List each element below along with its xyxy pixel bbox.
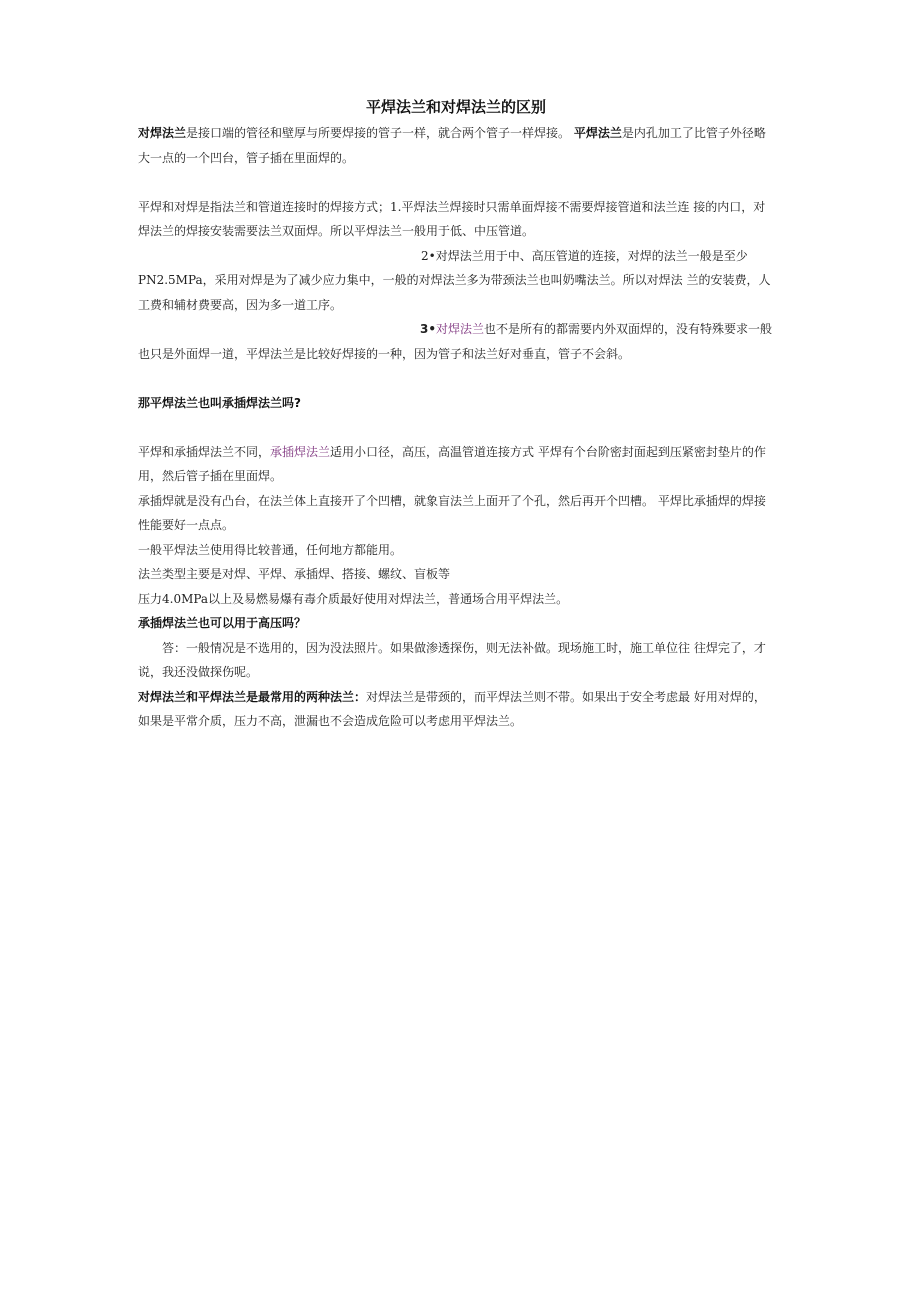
paragraph-general-use: 一般平焊法兰使用得比较普通，任何地方都能用。 — [138, 542, 403, 557]
spacer — [138, 366, 774, 391]
paragraph-point-2: 2•对焊法兰用于中、高压管道的连接，对焊的法兰一般是至少PN2.5MPa，采用对焊是为了减少应力集中，一般的对焊法兰多为带颈法兰也叫奶嘴法兰。所以对焊法 兰的安装费，人工费和辅材费要高，因为多一道工序。 — [138, 248, 771, 312]
paragraph-pressure-rule: 压力4.0MPa以上及易燃易爆有毒介质最好使用对焊法兰，普通场合用平焊法兰。 — [138, 591, 569, 606]
paragraph-point-3 — [138, 317, 774, 366]
summary-term: 对焊法兰和平焊法兰是最常用的两种法兰： — [138, 689, 367, 704]
document-content — [138, 95, 774, 734]
paragraph-answer: 答：一般情况是不选用的，因为没法照片。如果做渗透探伤，则无法补做。现场施工时，施工单位往 往焊完了，才说，我还没做探伤呢。 — [138, 640, 766, 679]
definition-slip-on: 是内孔加工了比管子外径略大一点的一个凹台，管子插在里面焊的。 — [138, 126, 766, 165]
text-pre: 平焊和承插焊法兰不同， — [138, 444, 271, 459]
definition-butt-weld: 是接口端的管径和壁厚与所要焊接的管子一样，就合两个管子一样焊接。 — [186, 126, 571, 140]
paragraph-socket-weld-description: 承插焊就是没有凸台，在法兰体上直接开了个凹槽，就象盲法兰上面开了个孔，然后再开个凹槽。 平焊比承插焊的焊接性能要好一点点。 — [138, 493, 766, 532]
section-heading-socket-weld: 那平焊法兰也叫承插焊法兰吗? — [138, 395, 301, 410]
point-number: 3• — [420, 322, 437, 336]
section-heading-high-pressure: 承插焊法兰也可以用于高压吗？ — [138, 616, 307, 630]
point-3-text: 也不是所有的都需要内外双面焊的，没有特殊要求一般也只是外面焊一道，平焊法兰是比较好焊接的一种，因为管子和法兰好对垂直，管子不会斜。 — [138, 322, 773, 361]
paragraph-socket-weld-difference — [138, 440, 774, 489]
spacer — [138, 170, 774, 195]
paragraph-welding-methods: 平焊和对焊是指法兰和管道连接时的焊接方式；1.平焊法兰焊接时只需单面焊接不需要焊接管道和法兰连 接的内口，对焊法兰的焊接安装需要法兰双面焊。所以平焊法兰一般用于低、中压管道。 — [138, 199, 766, 238]
page-title: 平焊法兰和对焊法兰的区别 — [365, 98, 546, 116]
summary-text: 对焊法兰是带颈的，而平焊法兰则不带。如果出于安全考虑最 好用对焊的，如果是平常介质，压力不高，泄漏也不会造成危险可以考虑用平焊法兰。 — [138, 689, 766, 728]
spacer — [138, 415, 774, 440]
term-slip-on-flange: 平焊法兰 — [573, 126, 622, 140]
paragraph-definitions — [138, 121, 774, 170]
paragraph-summary — [138, 685, 774, 734]
paragraph-flange-types: 法兰类型主要是对焊、平焊、承插焊、搭接、螺纹、盲板等 — [138, 567, 451, 581]
term-butt-weld-flange: 对焊法兰 — [138, 126, 187, 140]
text-post: 适用小口径，高压，高温管道连接方式 平焊有个台阶密封面起到压紧密封垫片的作用，然后管子插在里面焊。 — [138, 444, 766, 483]
link-socket-weld-flange[interactable]: 承插焊法兰 — [270, 444, 331, 459]
link-butt-weld-flange[interactable]: 对焊法兰 — [436, 322, 485, 336]
